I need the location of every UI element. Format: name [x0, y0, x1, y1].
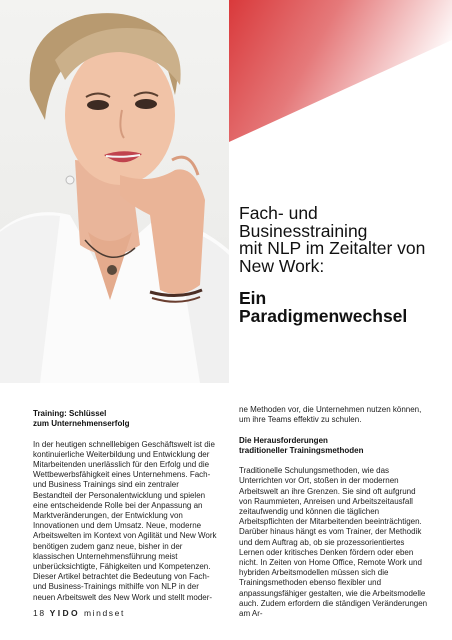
title-main: Fach- und Businesstraining mit NLP im Zeitalter von New Work: — [239, 203, 426, 276]
left-column — [33, 409, 220, 603]
portrait-photo — [0, 0, 229, 383]
right-heading: Die Herausforderungen traditioneller Trainingsmethoden — [239, 435, 364, 455]
brand-name: YIDO — [49, 608, 81, 618]
section-name: mindset — [83, 608, 125, 618]
left-paragraph: In der heutigen schnelllebigen Geschäftswelt ist die kontinuierliche Weiterbildung und Entwicklung der Mitarbeitenden unerlässlich für den Erfolg und die Wettbewerbsfähigkeit eines Unternehmens. Fach- und Business Trainings sind ein zentraler Bestandteil der Personalentwicklung und spielen eine entscheidende Rolle bei der Anpassung an Marktveränderungen, der Entwicklung von Innovationen und dem Umsatz. Neue, moderne Arbeitswelten im Kontext von Agilität und New Work benötigen zudem ganz neue, bisher in der klassischen Unternehmensführung meist unberücksichtigte, Fähigkeiten und Kompetenzen. Dieser Artikel betrachtet die Bedeutung von Fach- und Business-Trainings mithilfe von NLP in der neuen Arbeitswelt des New Work und stellt moder- — [33, 439, 217, 602]
page-footer — [33, 608, 125, 618]
left-heading: Training: Schlüssel zum Unternehmenserfolg — [33, 409, 130, 429]
page-number: 18 — [33, 608, 46, 618]
right-paragraph: Traditionelle Schulungsmethoden, wie das Unterrichten vor Ort, stoßen in der modernen Arbeitswelt an ihre Grenzen. Sie sind oft aufgrund von Raummieten, Anreisen und Arbeitszeitausfall zeitaufwendig und können die täglichen Arbeitspflichten der Mitarbeitenden beeinträchtigen. Darüber hinaus hängt es vom Trainer, der Methodik und dem Auftrag ab, ob sie prozessorientiertes Lernen oder kritisches Denken fördern oder eben nicht. In Zeiten von Home Office, Remote Work und hybriden Arbeitsmodellen müssen sich die Trainingsmethoden ebenso flexibler und anpassungsfähiger gestalten, wie die Arbeitsmodelle auch. Zudem erfordern die ständigen Veränderungen am Ar- — [239, 466, 428, 619]
article-title — [239, 205, 444, 325]
title-accent: Ein Paradigmenwechsel — [239, 288, 408, 326]
right-intro: ne Methoden vor, die Unternehmen nutzen können, um ihre Teams effektiv zu schulen. — [239, 405, 422, 425]
decorative-gradient-triangle — [229, 0, 452, 170]
right-column — [239, 405, 428, 619]
